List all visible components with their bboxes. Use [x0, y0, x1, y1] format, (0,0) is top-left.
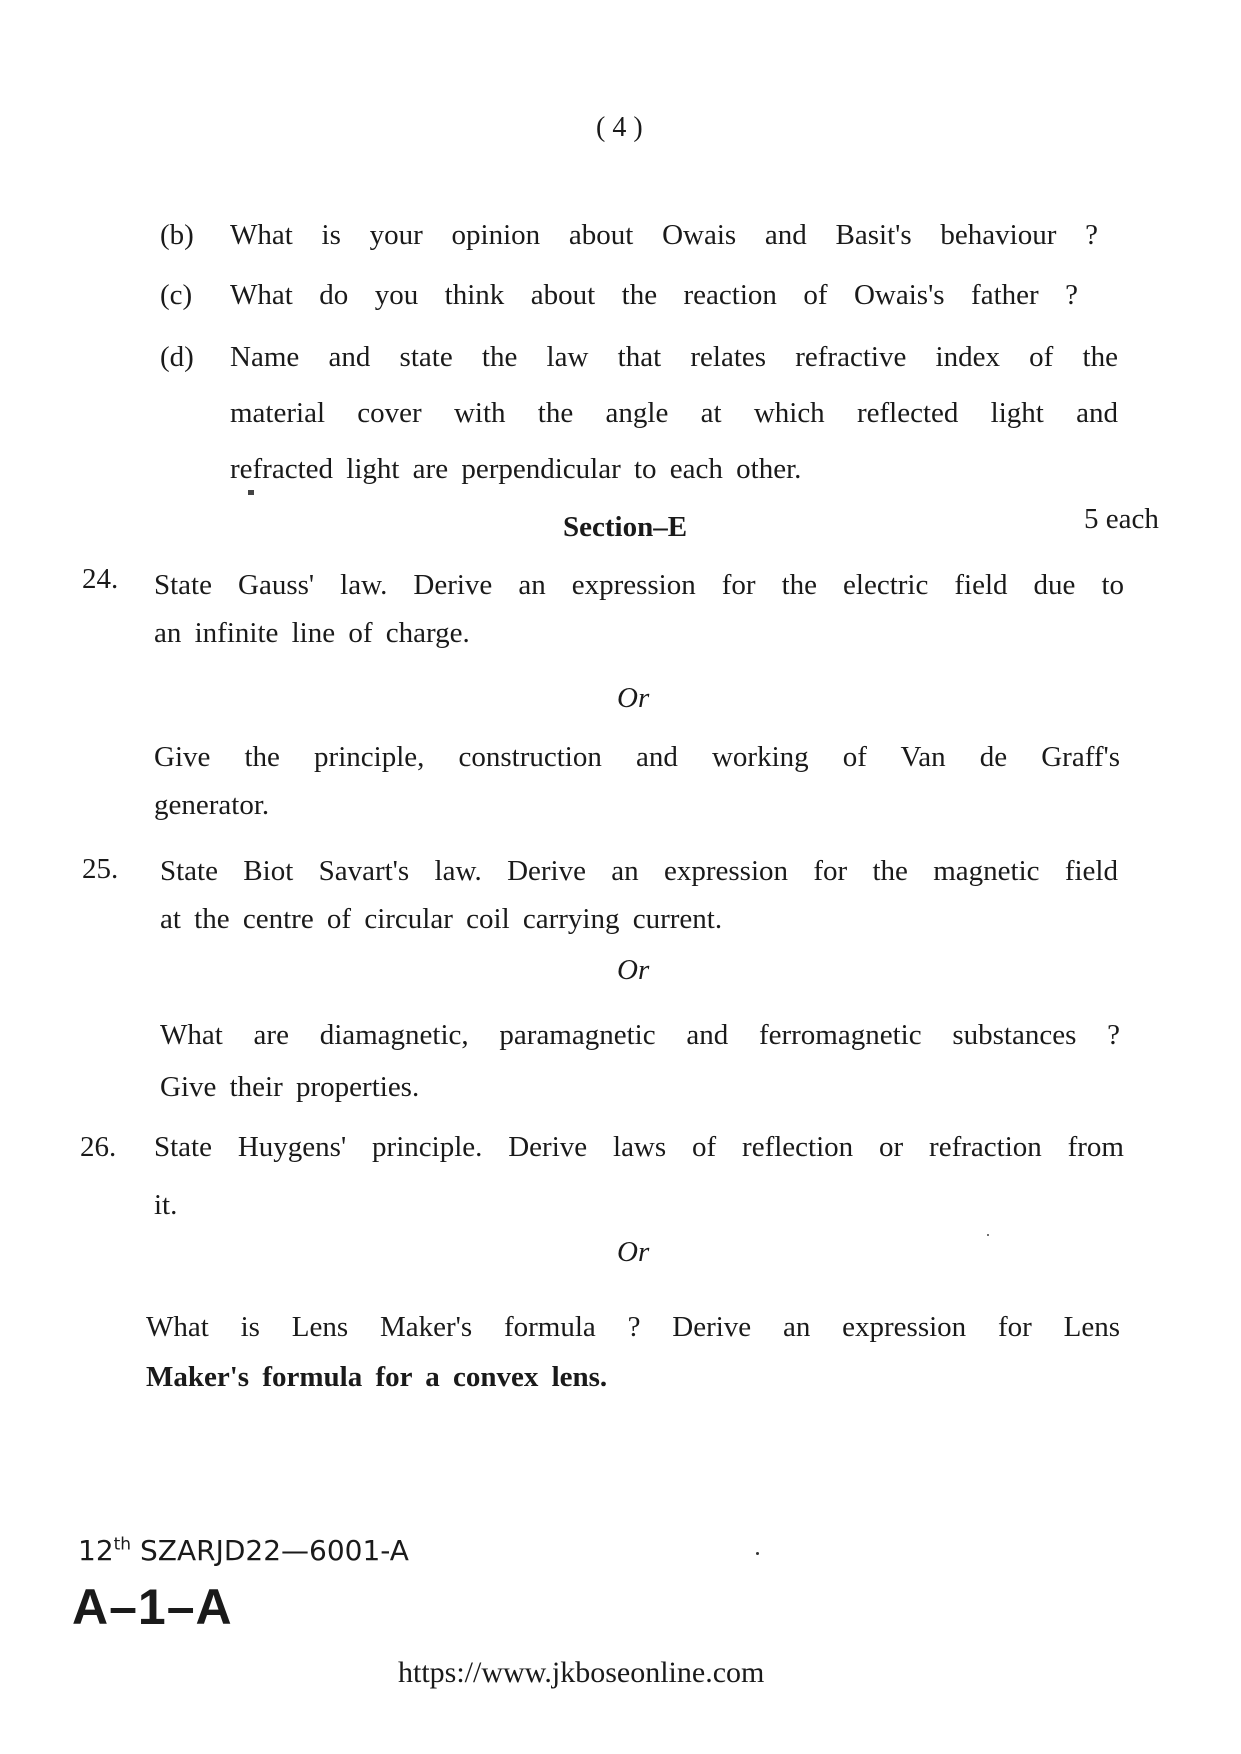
q24-line-2: an infinite line of charge.: [154, 617, 470, 649]
q25-alt-line-2: Give their properties.: [160, 1071, 420, 1103]
part-d-label: (d): [160, 341, 194, 373]
stray-dot: [756, 1552, 759, 1555]
part-d-line-3: refracted light are perpendicular to each other.: [230, 453, 802, 485]
section-title: Section–E: [563, 511, 688, 543]
class-sup: th: [113, 1534, 132, 1555]
q25-number: 25.: [82, 853, 119, 885]
part-b-text: What is your opinion about Owais and Basit's behaviour ?: [230, 219, 1098, 251]
part-c-label: (c): [160, 279, 193, 311]
q24-alt-line-2: generator.: [154, 789, 270, 821]
part-b-label: (b): [160, 219, 194, 251]
q24-number: 24.: [82, 563, 119, 595]
q26-line-1: State Huygens' principle. Derive laws of reflection or refraction from: [154, 1131, 1124, 1163]
stray-dot: [987, 1234, 989, 1236]
part-c-text: What do you think about the reaction of Owais's father ?: [230, 279, 1078, 311]
q26-number: 26.: [80, 1131, 117, 1163]
website-url[interactable]: https://www.jkboseonline.com: [398, 1656, 765, 1689]
q26-or: Or: [617, 1236, 650, 1268]
part-d-line-2: material cover with the angle at which reflected light and: [230, 397, 1118, 429]
q25-alt-line-1: What are diamagnetic, paramagnetic and ferromagnetic substances ?: [160, 1019, 1120, 1051]
stray-mark: [248, 490, 254, 495]
class-prefix: 12: [78, 1534, 114, 1567]
part-d-line-1: Name and state the law that relates refractive index of the: [230, 341, 1118, 373]
q26-alt-line-2: Maker's formula for a convex lens.: [146, 1361, 608, 1393]
set-label: A–1–A: [72, 1579, 233, 1635]
q25-line-2: at the centre of circular coil carrying current.: [160, 903, 723, 935]
paper-code-text: SZARJD22—6001-A: [140, 1534, 409, 1567]
page-number: ( 4 ): [596, 112, 643, 143]
q25-line-1: State Biot Savart's law. Derive an expression for the magnetic field: [160, 855, 1118, 887]
section-marks: 5 each: [1084, 503, 1159, 535]
q25-or: Or: [617, 954, 650, 986]
q26-alt-line-1: What is Lens Maker's formula ? Derive an expression for Lens: [146, 1311, 1120, 1343]
paper-code: [78, 1534, 409, 1567]
q24-alt-line-1: Give the principle, construction and working of Van de Graff's: [154, 741, 1120, 773]
q24-or: Or: [617, 682, 650, 714]
q24-line-1: State Gauss' law. Derive an expression for the electric field due to: [154, 569, 1124, 601]
q26-line-2: it.: [154, 1189, 178, 1221]
